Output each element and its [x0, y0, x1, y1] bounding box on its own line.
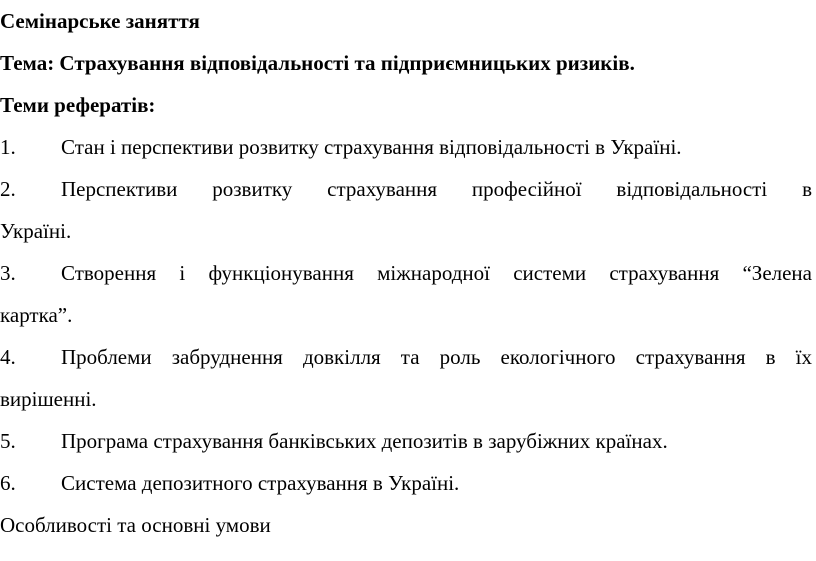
list-item	[0, 252, 812, 294]
seminar-title: Семінарське заняття	[0, 9, 200, 33]
item-number: 2.	[0, 177, 16, 201]
item-text-continuation: Україні.	[0, 219, 72, 243]
item-number: 6.	[0, 471, 16, 495]
list-item	[0, 420, 812, 462]
item-number: 3.	[0, 261, 16, 285]
item-text: Система депозитного страхування в Україні.	[61, 471, 460, 495]
list-item	[0, 126, 812, 168]
item-text: Створення і функціонування міжнародної системи страхування “Зелена	[61, 261, 812, 285]
item-number: 1.	[0, 135, 16, 159]
list-item	[0, 462, 812, 504]
item-text: Перспективи розвитку страхування професійної відповідальності в	[61, 177, 812, 201]
item-number: 5.	[0, 429, 16, 453]
item-number: 4.	[0, 345, 16, 369]
footer-text: Особливості та основні умови	[0, 513, 271, 537]
item-text: Програма страхування банківських депозитів в зарубіжних країнах.	[61, 429, 668, 453]
list-item	[0, 336, 812, 378]
topic-title: Тема: Страхування відповідальності та підприємницьких ризиків.	[0, 51, 635, 75]
item-text: Проблеми забруднення довкілля та роль екологічного страхування в їх	[61, 345, 812, 369]
item-text-continuation: вирішенні.	[0, 387, 97, 411]
item-text: Стан і перспективи розвитку страхування відповідальності в Україні.	[61, 135, 682, 159]
list-item	[0, 168, 812, 210]
item-text-continuation: картка”.	[0, 303, 73, 327]
essays-heading: Теми рефератів:	[0, 93, 156, 117]
